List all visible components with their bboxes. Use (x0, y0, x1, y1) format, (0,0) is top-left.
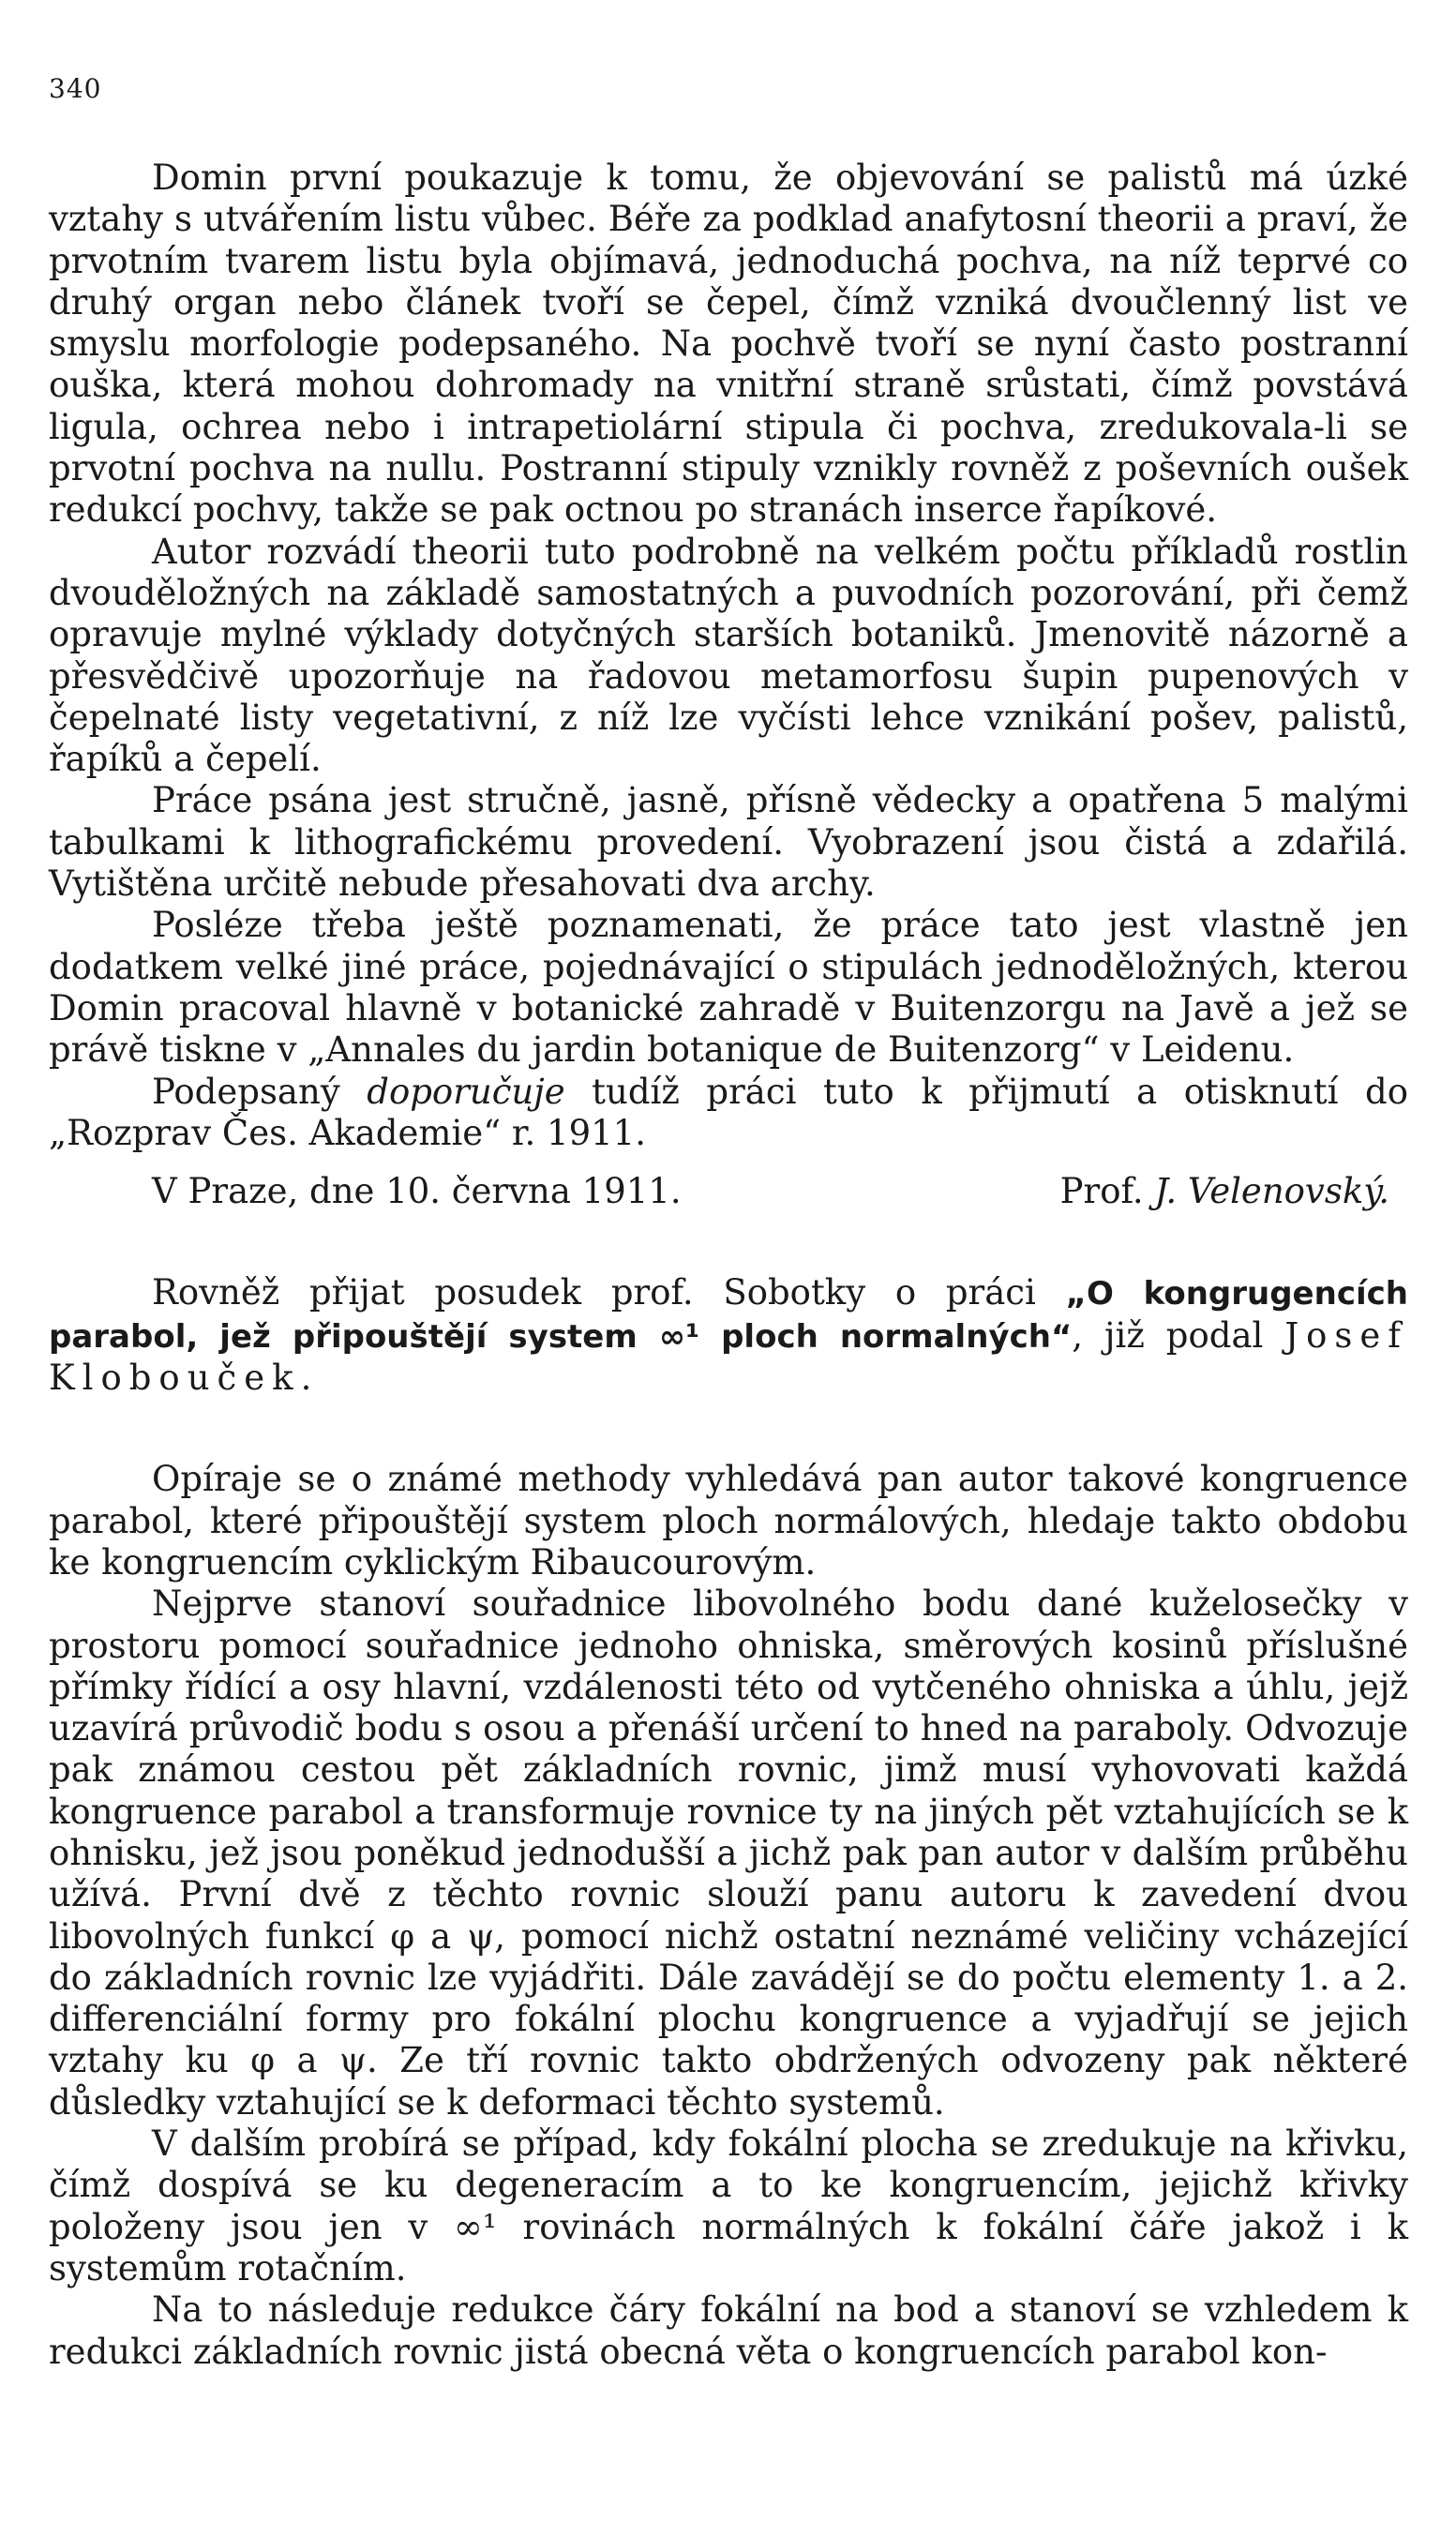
recommendation-text-start: Podepsaný (152, 1071, 368, 1112)
signature-title: Prof. (1059, 1171, 1155, 1212)
review-kloboucek-paragraph-1: Opíraje se o známé methody vyhledává pan autor takové kongruence parabol, které připouštějí system ploch normálových, hledaje takto obdobu ke kongruencím cyklickým Ribaucourovým. (49, 1459, 1408, 1583)
review-domin-paragraph-2: Autor rozvádí theorii tuto podrobně na velkém počtu příkladů rostlin dvouděložných na základě samostatných a puvodních pozorování, při čemž opravuje mylné výklady dotyčných starších botaniků. Jmenovitě názorně a přesvědčivě upozorňuje na řadovou metamorfosu šupin pupenových v čepelnaté listy vegetativní, z níž lze vyčísti lehce vznikání pošev, palistů, řapíků a čepelí. (49, 531, 1408, 780)
intro-text-middle: , již podal (1072, 1314, 1285, 1356)
page-body (49, 158, 1408, 2373)
review-domin-paragraph-3: Práce psána jest stručně, jasně, přísně vědecky a opatřena 5 malými tabulkami k lithografickému provedení. Vyobrazení jsou čistá a zdařilá. Vytištěna určitě nebude přesahovati dva archy. (49, 780, 1408, 905)
review-domin-paragraph-5 (49, 1072, 1408, 1155)
review-kloboucek-intro (49, 1272, 1408, 1399)
review-kloboucek-paragraph-2: Nejprve stanoví souřadnice libovolného bodu dané kuželosečky v prostoru pomocí souřadnice jednoho ohniska, směrových kosinů příslušné přímky řídící a osy hlavní, vzdálenosti této od vytčeného ohniska a úhlu, jejž uzavírá průvodič bodu s osou a přenáší určení to hned na paraboly. Odvozuje pak známou cestou pět základních rovnic, jimž musí vyhovovati každá kongruence parabol a transformuje rovnice ty na jiných pět vztahujících se k ohnisku, jež jsou poněkud jednodušší a jichž pak pan autor v dalším průběhu užívá. První dvě z těchto rovnic slouží panu autoru k zavedení dvou libovolných funkcí φ a ψ, pomocí nichž ostatní neznámé veličiny vcházející do základních rovnic lze vyjádřiti. Dále zavádějí se do počtu elementy 1. a 2. differenciální formy pro fokální plochu kongruence a vyjadřují se jejich vztahy ku φ a ψ. Ze tří rovnic takto obdržených odvozeny pak některé důsledky vztahující se k deformaci těchto systemů. (49, 1583, 1408, 2123)
page-number: 340 (49, 73, 102, 104)
signature-line (49, 1171, 1408, 1212)
author-name: Josef Klobouček. (49, 1314, 1408, 1399)
section-spacer (49, 1399, 1408, 1459)
signature (1060, 1171, 1408, 1212)
section-spacer (49, 1212, 1408, 1272)
review-domin-paragraph-4: Posléze třeba ještě poznamenati, že práce tato jest vlastně jen dodatkem velké jiné práce, pojednávající o stipulách jednoděložných, kterou Domin pracoval hlavně v botanické zahradě v Buitenzorgu na Javě a jež se právě tiskne v „Annales du jardin botanique de Buitenzorg“ v Leidenu. (49, 905, 1408, 1071)
intro-text-start: Rovněž přijat posudek prof. Sobotky o práci (152, 1272, 1066, 1313)
review-kloboucek-paragraph-3: V dalším probírá se případ, kdy fokální plocha se zredukuje na křivku, čímž dospívá se ku degeneracím a to ke kongruencím, jejichž křivky položeny jsou jen v ∞¹ rovinách normálných k fokální čáře jakož i k systemům rotačním. (49, 2123, 1408, 2288)
review-domin-paragraph-1: Domin první poukazuje k tomu, že objevování se palistů má úzké vztahy s utvářením listu vůbec. Béře za podklad anafytosní theorii a praví, že prvotním tvarem listu byla objímavá, jednoduchá pochva, na níž teprvé co druhý organ nebo článek tvoří se čepel, čímž vzniká dvoučlenný list ve smyslu morfologie podepsaného. Na pochvě tvoří se nyní často postranní ouška, která mohou dohromady na vnitřní straně srůstati, čímž povstává ligula, ochrea nebo i intrapetiolární stipula či pochva, zredukovala-li se prvotní pochva na nullu. Postranní stipuly vznikly rovněž z poševních oušek redukcí pochvy, takže se pak octnou po stranách inserce řapíkové. (49, 158, 1408, 531)
recommendation-text-end: tudíž práci tuto k přijmutí a otisknutí do „Rozprav Čes. Akademie“ r. 1911. (49, 1071, 1408, 1153)
work-title: „O kongrugencích parabol, jež připouštějí system ∞¹ ploch normalných“ (49, 1275, 1408, 1356)
review-kloboucek-paragraph-4: Na to následuje redukce čáry fokální na bod a stanoví se vzhledem k redukci základních rovnic jistá obecná věta o kongruencích parabol kon- (49, 2289, 1408, 2372)
spacer (49, 1154, 1408, 1171)
place-date: V Praze, dne 10. června 1911. (152, 1171, 682, 1212)
recommendation-verb: doporučuje (367, 1071, 565, 1112)
signature-name: J. Velenovský. (1154, 1171, 1389, 1212)
